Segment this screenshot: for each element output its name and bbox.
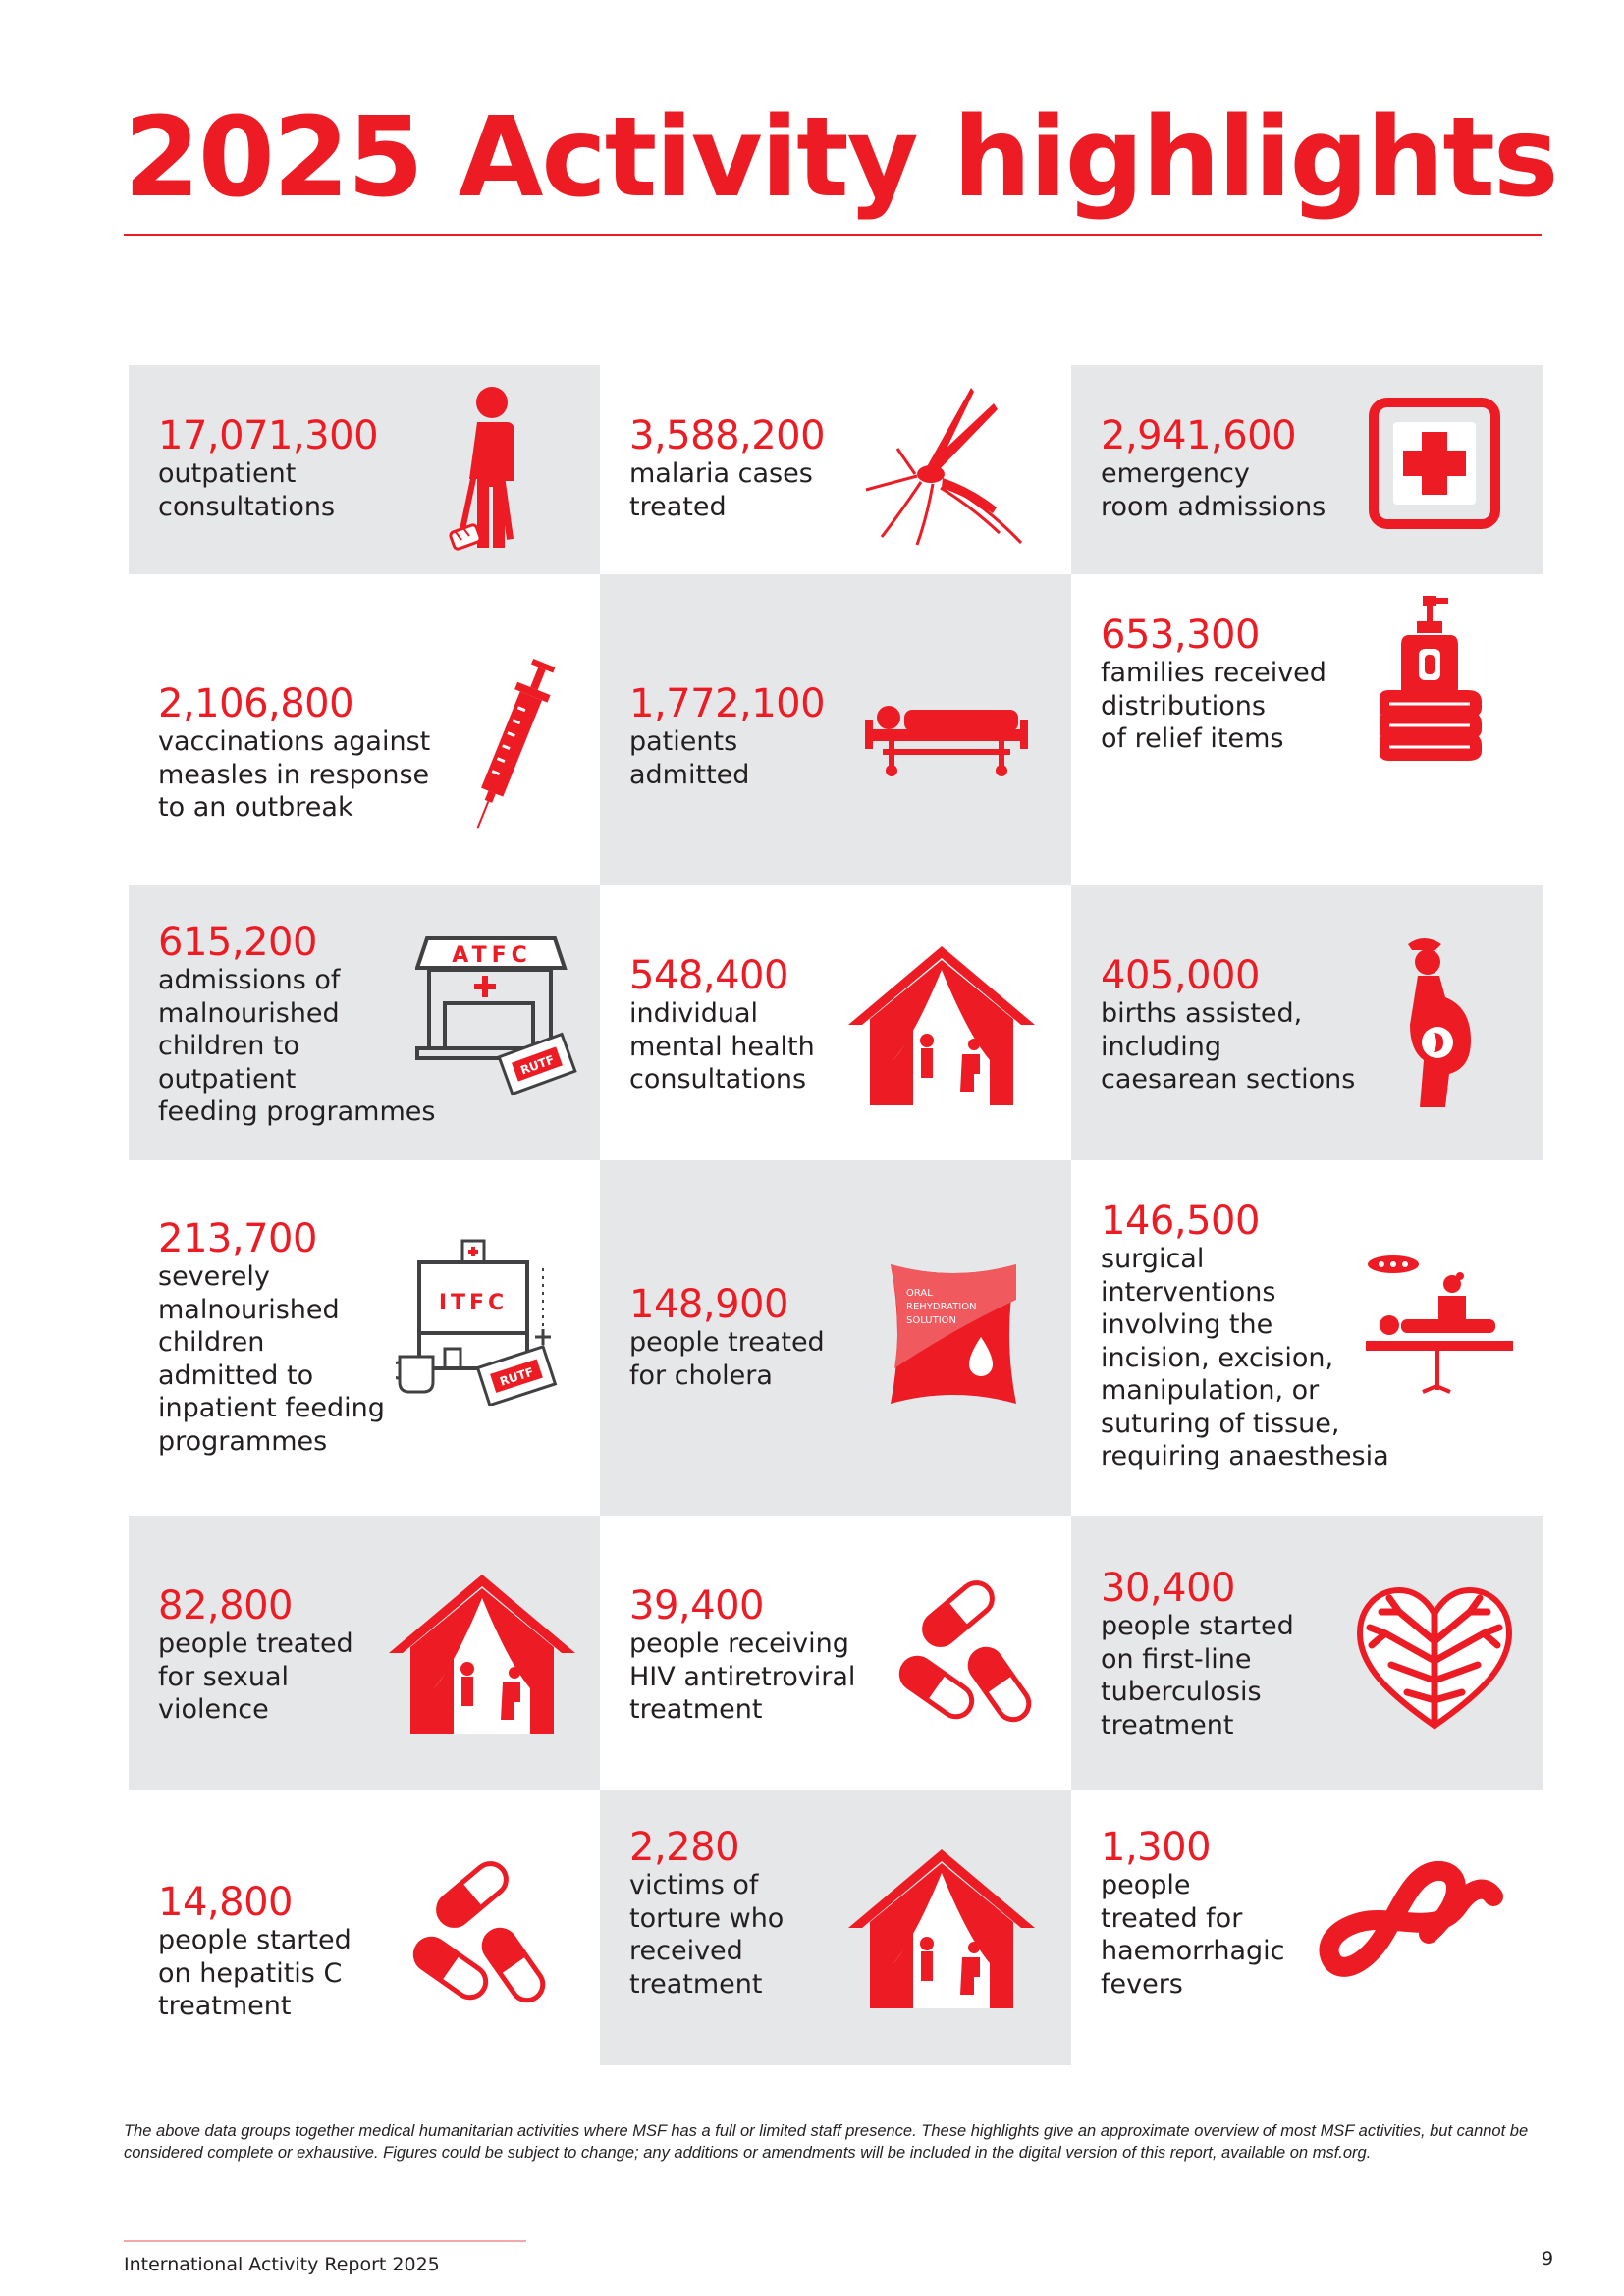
ors-text-line-1: ORAL	[906, 1288, 933, 1299]
highlight-surgical-interventions	[1071, 1160, 1543, 1516]
title-rule	[124, 234, 1542, 236]
highlight-sexual-violence	[129, 1516, 600, 1790]
pills-icon	[890, 1575, 1032, 1736]
highlight-label: victims of torture who received treatment	[629, 1870, 785, 2000]
highlight-value: 653,300	[1101, 613, 1260, 658]
highlight-emergency-room	[1071, 365, 1543, 574]
footer-report-name: International Activity Report 2025	[124, 2254, 440, 2275]
highlight-label: individual mental health consultations	[629, 998, 815, 1095]
atfc-centre-icon	[415, 934, 582, 1101]
highlight-label: admissions of malnourished children to outpatient feeding programmes	[158, 965, 436, 1127]
rutf-label-text: RUTF	[498, 1364, 536, 1389]
highlight-label: people started on hepatitis C treatment	[158, 1925, 352, 2021]
highlight-measles-vaccinations	[129, 574, 600, 885]
highlight-births	[1071, 885, 1543, 1160]
highlight-label: people treated for sexual violence	[158, 1629, 353, 1725]
tent-counselling-icon	[848, 946, 1035, 1105]
itfc-centre-icon	[396, 1239, 563, 1406]
highlight-label: people treated for cholera	[629, 1327, 825, 1391]
highlight-label: vaccinations against measles in response to an outbreak	[158, 726, 431, 823]
highlight-value: 14,800	[158, 1880, 293, 1925]
highlight-value: 39,400	[629, 1583, 764, 1629]
highlight-value: 1,300	[1101, 1825, 1212, 1870]
highlight-cholera	[600, 1160, 1071, 1516]
highlight-hiv-treatment	[600, 1516, 1071, 1790]
pregnant-woman-icon	[1390, 934, 1474, 1107]
highlight-tuberculosis	[1071, 1516, 1543, 1790]
rutf-label-text: RUTF	[518, 1052, 557, 1078]
highlight-patients-admitted	[600, 574, 1071, 885]
pills-icon	[404, 1855, 546, 2017]
highlight-value: 3,588,200	[629, 413, 826, 458]
highlight-value: 2,106,800	[158, 681, 354, 726]
highlight-label: patients admitted	[629, 726, 750, 790]
mosquito-icon	[858, 380, 1025, 552]
highlight-inpatient-feeding	[129, 1160, 600, 1516]
highlight-label: surgical interventions involving the incision, excision, manipulation, or suturing of tissue, requiring anaesthesia	[1101, 1244, 1389, 1471]
tent-counselling-icon	[389, 1575, 575, 1734]
highlight-value: 2,280	[629, 1825, 740, 1870]
syringe-icon	[464, 653, 559, 835]
highlight-value: 405,000	[1101, 953, 1260, 998]
footnote: The above data groups together medical humanitarian activities where MSF has a full or limited staff presence. These highlights give an approximate overview of most MSF activities, but cannot be considered complete or exhaustive. Figures could be subject to change; any additions or amendments will be included in the digital version of this report, available on msf.org.	[124, 2122, 1529, 2162]
highlight-value: 213,700	[158, 1216, 317, 1261]
page-number: 9	[1542, 2248, 1554, 2269]
highlight-label: people receiving HIV antiretroviral treatment	[629, 1629, 856, 1725]
oral-rehydration-solution-icon	[885, 1260, 1022, 1408]
highlight-label: malaria cases treated	[629, 458, 813, 522]
highlight-label: people started on first-line tuberculosis treatment	[1101, 1611, 1294, 1740]
page-title: 2025 Activity highlights	[124, 94, 1557, 222]
highlight-torture-victims	[600, 1790, 1071, 2065]
footer-rule	[124, 2240, 526, 2242]
highlight-value: 148,900	[629, 1282, 788, 1327]
highlight-haemorrhagic-fevers	[1071, 1790, 1543, 2065]
medical-cross-icon	[1368, 397, 1501, 530]
highlight-outpatient-feeding	[129, 885, 600, 1160]
highlight-relief-items	[1071, 574, 1543, 885]
highlight-label: emergency room admissions	[1101, 458, 1326, 522]
ors-text-line-3: SOLUTION	[906, 1315, 957, 1326]
highlight-hepatitis-c	[129, 1790, 600, 2065]
virus-strand-icon	[1319, 1861, 1505, 1989]
atfc-sign-text: ATFC	[452, 943, 532, 968]
highlight-value: 2,941,600	[1101, 413, 1297, 458]
highlight-malaria	[600, 365, 1071, 574]
relief-items-icon	[1376, 596, 1486, 761]
highlights-grid	[129, 365, 1543, 2065]
highlight-value: 30,400	[1101, 1566, 1235, 1611]
highlight-label: families received distributions of relief items	[1101, 658, 1326, 754]
highlight-outpatient-consultations	[129, 365, 600, 574]
surgery-icon	[1366, 1249, 1513, 1415]
highlight-value: 17,071,300	[158, 413, 379, 458]
highlight-label: severely malnourished children admitted to inpatient feeding programmes	[158, 1261, 385, 1457]
itfc-sign-text: ITFC	[438, 1291, 509, 1315]
hospital-bed-icon	[863, 700, 1030, 778]
highlight-value: 615,200	[158, 920, 317, 965]
highlight-value: 146,500	[1101, 1199, 1260, 1244]
ors-text-line-2: REHYDRATION	[906, 1302, 977, 1312]
highlight-label: outpatient consultations	[158, 458, 336, 522]
highlight-value: 1,772,100	[629, 681, 826, 726]
highlight-label: people treated for haemorrhagic fevers	[1101, 1870, 1285, 2000]
highlight-mental-health	[600, 885, 1071, 1160]
person-on-crutches-icon	[438, 385, 536, 554]
tent-counselling-icon	[848, 1849, 1035, 2008]
lungs-heart-icon	[1356, 1582, 1513, 1730]
highlight-label: births assisted, including caesarean sections	[1101, 998, 1356, 1095]
highlight-value: 548,400	[629, 953, 788, 998]
highlight-value: 82,800	[158, 1583, 293, 1629]
